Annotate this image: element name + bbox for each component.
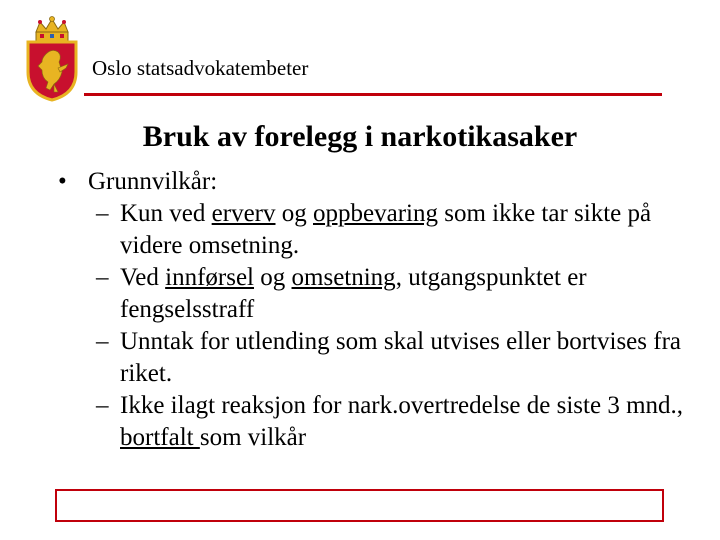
- underlined-term: erverv: [211, 200, 276, 227]
- underlined-term: omsetning: [291, 264, 396, 291]
- sub-bullet: [58, 326, 698, 390]
- dash-marker: –: [96, 328, 109, 355]
- dash-marker: –: [96, 392, 109, 419]
- sub-bullet-text: og: [275, 200, 313, 227]
- sub-bullet: [58, 262, 698, 326]
- crown-icon: [36, 17, 68, 42]
- footer-box: [55, 489, 664, 522]
- bullet-marker: •: [58, 168, 67, 195]
- sub-bullet-text: som vilkår: [199, 424, 307, 451]
- slide-title: Bruk av forelegg i narkotikasaker: [142, 120, 578, 153]
- sub-bullet-text: som ikke tar sikte på videre omsetning.: [120, 200, 652, 259]
- coat-of-arms-logo: [24, 14, 80, 102]
- sub-bullet-text: Unntak for utlending som skal utvises eller bortvises fra riket.: [120, 328, 681, 387]
- sub-bullet-text: Ikke ilagt reaksjon for nark.overtredelse de siste 3 mnd.,: [120, 392, 684, 419]
- underlined-term: bortfalt: [120, 424, 200, 451]
- sub-bullet: [58, 390, 698, 454]
- dash-marker: –: [96, 264, 109, 291]
- sub-bullet-text: Ved: [120, 264, 166, 291]
- underlined-term: oppbevaring: [313, 200, 438, 227]
- main-bullet: [58, 166, 698, 198]
- main-point-text: Grunnvilkår:: [88, 168, 218, 195]
- header-divider: [84, 93, 662, 96]
- underlined-term: innførsel: [165, 264, 255, 291]
- sub-bullet: [58, 198, 698, 262]
- organization-name: Oslo statsadvokatembeter: [92, 56, 309, 80]
- slide-content: [58, 166, 698, 454]
- sub-bullet-text: og: [254, 264, 292, 291]
- dash-marker: –: [96, 200, 109, 227]
- sub-bullet-text: Kun ved: [120, 200, 212, 227]
- sub-bullet-text: , utgangspunktet er fengselsstraff: [120, 264, 587, 323]
